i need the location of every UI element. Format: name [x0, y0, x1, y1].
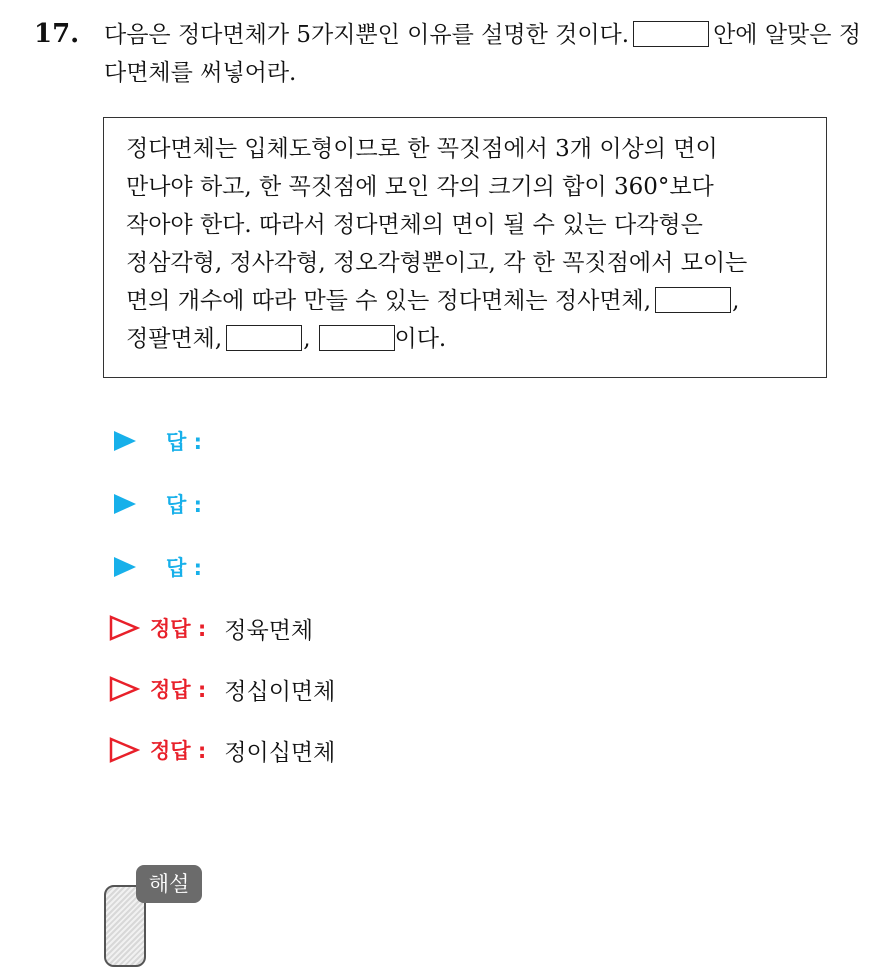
correct-row-2 [108, 669, 335, 709]
answer-label: 답 : [166, 556, 202, 580]
answer-row-1 [108, 421, 202, 461]
passage-line-5 [126, 282, 808, 320]
answer-row-2 [108, 484, 202, 524]
explanation-section [104, 865, 204, 971]
passage-line-6-comma: , [303, 326, 311, 352]
passage-line-2: 만나야 하고, 한 꼭짓점에 모인 각의 크기의 합이 360°보다 [126, 174, 714, 200]
passage-line-1: 정다면체는 입체도형이므로 한 꼭짓점에서 3개 이상의 면이 [126, 136, 718, 162]
explanation-tab[interactable]: 해설 [136, 865, 202, 903]
answer-label: 답 : [166, 430, 202, 454]
passage-line-5-comma: , [732, 288, 740, 314]
passage-line-6-end: 이다. [394, 326, 447, 352]
correct-answer-value: 정십이면체 [224, 678, 336, 705]
passage-blank-box-2 [226, 325, 302, 351]
passage-blank-box-1 [655, 287, 731, 313]
correct-row-1 [108, 608, 313, 648]
outline-triangle-icon [108, 675, 140, 703]
correct-row-3 [108, 730, 335, 770]
passage-line-3: 작아야 한다. 따라서 정다면체의 면이 될 수 있는 다각형은 [126, 212, 703, 238]
correct-label: 정답 : [150, 617, 207, 641]
question-number: 17. [34, 19, 80, 49]
question-text-part1: 다음은 정다면체가 5가지뿐인 이유를 설명한 것이다. [104, 22, 630, 48]
outline-triangle-icon [108, 736, 140, 764]
passage-line-5-text: 면의 개수에 따라 만들 수 있는 정다면체는 정사면체, [126, 288, 652, 314]
answer-row-3 [108, 547, 202, 587]
play-triangle-icon [114, 557, 136, 577]
passage-line-6 [126, 320, 808, 358]
correct-label: 정답 : [150, 678, 207, 702]
play-triangle-icon [114, 494, 136, 514]
passage-line-6-text: 정팔면체, [126, 326, 223, 352]
correct-answer-value: 정육면체 [224, 617, 314, 644]
passage-blank-box-3 [319, 325, 395, 351]
outline-triangle-icon [108, 614, 140, 642]
play-triangle-icon [114, 431, 136, 451]
correct-answer-value: 정이십면체 [224, 739, 336, 766]
question-text [104, 16, 864, 92]
passage-line-4: 정삼각형, 정사각형, 정오각형뿐이고, 각 한 꼭짓점에서 모이는 [126, 250, 748, 276]
answer-blank-box [633, 21, 709, 47]
answer-label: 답 : [166, 493, 202, 517]
passage-box [103, 117, 827, 378]
correct-label: 정답 : [150, 739, 207, 763]
question-text-part2: 안에 알맞은 정다면체를 써넣어라. [104, 22, 862, 86]
